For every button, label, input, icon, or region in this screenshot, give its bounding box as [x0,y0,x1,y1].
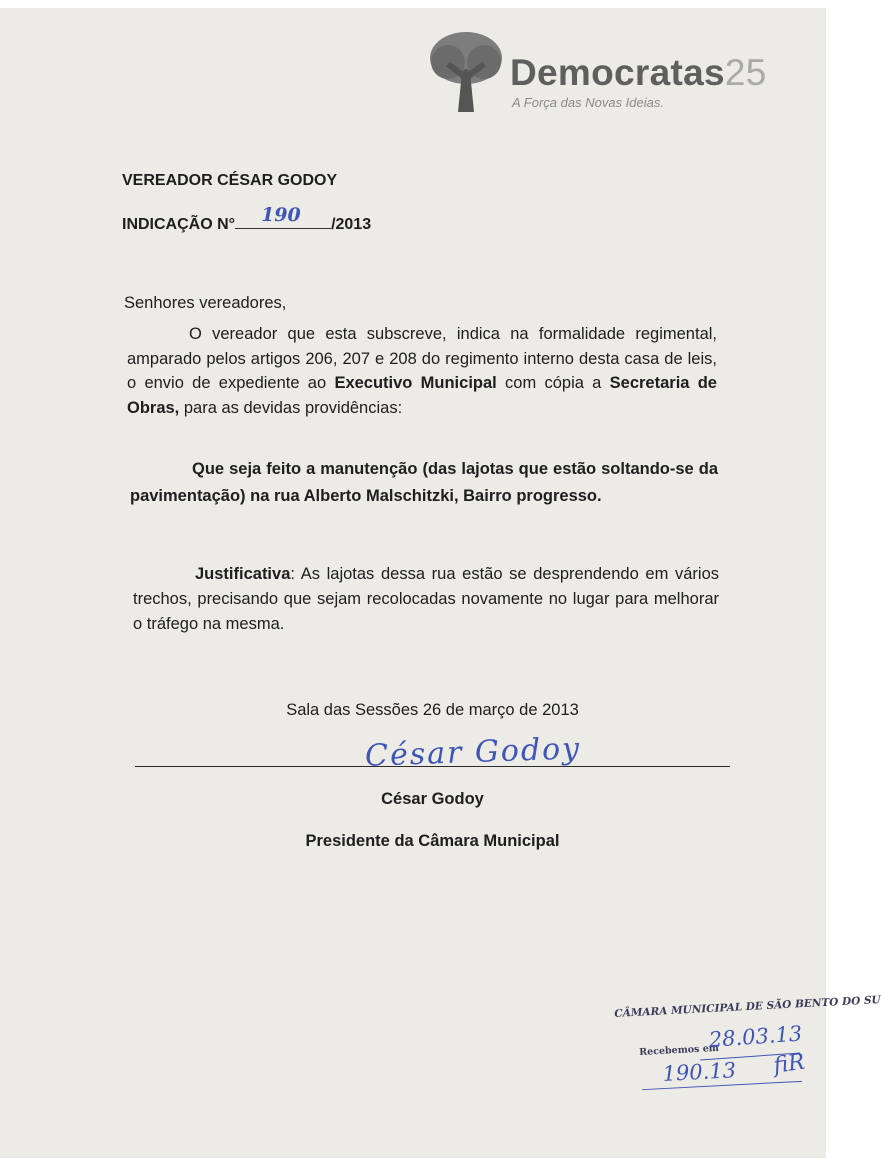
indication-number: 190 [261,204,301,226]
intro-bold-executive: Executivo Municipal [334,374,497,392]
logo-number: 25 [724,52,767,93]
logo-name [510,52,767,94]
request-paragraph: Que seja feito a manutenção (das lajotas que estão soltando-se da pavimentação) na rua Alberto Malschitzki, Bairro progresso. [130,460,718,505]
indication-year: /2013 [331,216,372,233]
stamp-institution: CÂMARA MUNICIPAL DE SÃO BENTO DO SU [614,994,881,1020]
stamp-received-label: Recebemos em [639,1042,720,1058]
handwritten-signature: César Godoy [364,731,582,774]
indication-heading [122,204,372,234]
indication-number-line [235,204,331,229]
signer-title: Presidente da Câmara Municipal [305,832,560,850]
signer-name: César Godoy [381,790,484,808]
justification-label: Justificativa [195,565,291,583]
democratas-tree-logo-icon [428,28,504,114]
indication-label: INDICAÇÃO N° [122,216,236,233]
councilor-heading: VEREADOR CÉSAR GODOY [122,172,338,189]
salutation: Senhores vereadores, [124,294,287,312]
justification-text: : As lajotas dessa rua estão se desprendendo em vários trechos, precisando que sejam recolocadas novamente no lugar para melhorar o tráfego na mesma. [133,565,719,633]
intro-text-1: O vereador que esta subscreve, indica na formalidade regimental, amparado pelos artigos 206, 207 e 208 do regimento interno desta casa de leis, o envio de expediente ao [127,325,717,392]
stamp-initials: fiR [772,1049,807,1079]
stamp-received-date: 28.03.13 [708,1021,803,1052]
intro-paragraph [127,322,717,420]
stamp-protocol-number: 190.13 [662,1058,737,1086]
intro-text-3: para as devidas providências: [179,398,403,417]
justification-paragraph [133,562,719,637]
logo-tagline: A Força das Novas Ideias. [512,95,664,110]
logo-name-text: Democratas [510,52,725,93]
signature-line [135,766,730,767]
intro-bold-secretaria: Secretaria de Obras, [127,374,717,417]
place-date: Sala das Sessões 26 de março de 2013 [286,701,579,719]
intro-text-2: com cópia a [496,374,610,392]
